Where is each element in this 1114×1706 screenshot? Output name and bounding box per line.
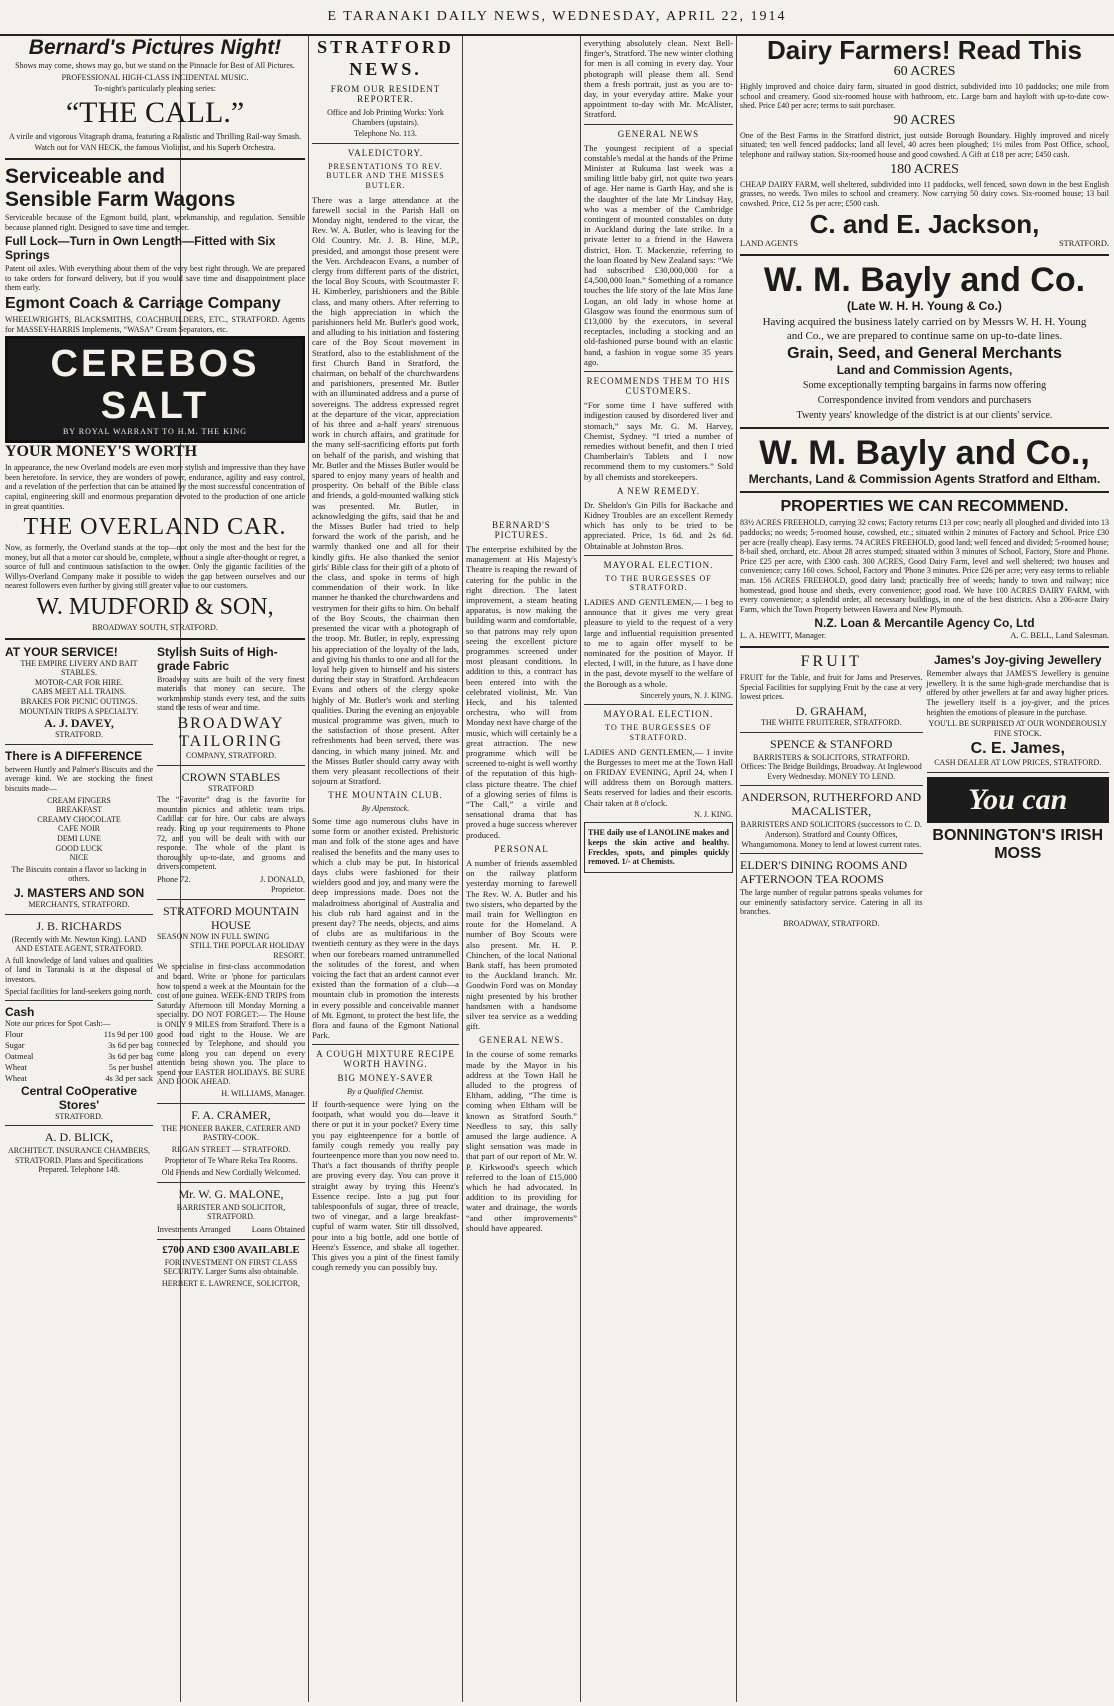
richards-title: J. B. RICHARDS <box>36 918 122 933</box>
graham-title: D. GRAHAM, <box>795 704 867 719</box>
bayly-sub: (Late W. H. H. Young & Co.) <box>847 299 1002 314</box>
mayoral-sign: Sincerely yours, N. J. KING. <box>640 690 733 700</box>
dairy-title: Dairy Farmers! Read This <box>766 36 1082 65</box>
mountain-house-title: STRATFORD MOUNTAIN HOUSE <box>162 903 300 932</box>
stratford-news-column <box>309 36 462 1702</box>
properties-text: 83½ ACRES FREEHOLD, carrying 32 cows; Factory returns £13 per cow; nearly all ploughed and divided into 13 paddocks; no weeds; 5-roomed house, cowshed, etc.; situated within 2 minutes of Factory and School. Price £30 per acre (really cheap). Easy terms. 74 ACRES FREEHOLD, good land; well fenced and divided; 5-roomed house; 8-bail shed, orchard, etc. About 28 acres stumped; situated within 3 minutes of School, Factory, Store and Phone. Price £25 per acre, with £300 cash. 300 ACRES, Good Dairy Farm, level and well sheltered; two houses and convenience; carry 160 cows. School, Factory and 'Phone 3 minutes. Price £26 per acre; very easy terms to reliable man. 156 ACRES FREEHOLD, good dairy land; practically free of weeds; handy to town and railway; nice homestead, good house and sheds, every convenience; good road. We have 100 ACRES DAIRY FARM, with every convenience; a splendid order, all necessary buildings, in one of the best districts. Also a 206-acre Dairy Farm, which the Town Property between Hawera and New Plymouth. <box>740 518 1110 614</box>
lanoline-ad: THE daily use of LANOLINE makes and keeps the skin active and healthy. Freckles, spots, and pimples quickly removed. 1/- at Chemists. <box>584 822 733 872</box>
cramer-addr: REGAN STREET — STRATFORD. <box>171 1144 291 1154</box>
spence-title: SPENCE & STANFORD <box>770 736 893 751</box>
service-line: MOTOR-CAR FOR HIRE. <box>34 677 124 687</box>
acres-text: CHEAP DAIRY FARM, well sheltered, subdivided into 11 paddocks, well fenced, sown down in the best English grasses, no weeds. Two miles to school and creamery. Now carrying 50 dairy cows. Six-roomed house; 13 bail cowshed. Price, £12 5s per acre; £500 cash. <box>740 179 1109 208</box>
malone-sub: BARRISTER AND SOLICITOR, STRATFORD. <box>176 1202 286 1222</box>
youcan-logo: You can <box>927 777 1110 823</box>
biscuit-item: CREAM FINGERS <box>47 795 111 805</box>
jackson-left: LAND AGENTS <box>740 239 798 249</box>
wagons-text: Serviceable because of the Egmont build, plant, workmanship, and regulation. Sensible because planned right. Designed to save time and temper. <box>5 212 305 232</box>
cash-row: Wheat 4s 3d per sack <box>5 1073 153 1083</box>
crown-town: STRATFORD <box>208 783 254 793</box>
properties-title: PROPERTIES WE CAN RECOMMEND. <box>780 498 1069 516</box>
central-title: Central CoOperative Stores' <box>20 1083 138 1112</box>
acres-heading: 60 ACRES <box>893 64 956 79</box>
crown-prop: Proprietor. <box>271 884 305 894</box>
malone-amount: £700 AND £300 AVAILABLE <box>162 1243 300 1256</box>
bargains-line: Some exceptionally tempting bargains in farms now offering <box>802 380 1047 392</box>
masters-sub: MERCHANTS, STRATFORD. <box>28 899 130 909</box>
fruit-title: FRUIT <box>800 653 862 671</box>
bernard-pictures-heading: BERNARD'S PICTURES. <box>492 520 551 540</box>
jewellery-note: YOU'LL BE SURPRISED AT OUR WONDEROUSLY FINE STOCK. <box>928 719 1107 738</box>
masthead: E TARANAKI DAILY NEWS, WEDNESDAY, APRIL 22, 1914 <box>0 0 1114 36</box>
biscuit-item: DEMI LUNE <box>57 833 101 843</box>
mudford-sub: BROADWAY SOUTH, STRATFORD. <box>92 623 218 633</box>
two-col-ads-right <box>740 653 1109 928</box>
biscuit-item: GOOD LUCK <box>55 843 103 853</box>
richards-note: Special facilities for land-seekers going north. <box>5 986 153 996</box>
malone-text: FOR INVESTMENT ON FIRST CLASS SECURITY. Larger Sums also obtainable. <box>163 1257 299 1277</box>
stylish-text: Broadway suits are built of the very finest materials that money can secure. The workmanship stands every test, and the suits stand the tests of wear and time. <box>157 674 305 713</box>
cash-row: Oatmeal 3s 6d per bag <box>5 1051 153 1061</box>
crown-text: The “Favorite” drag is the favorite for mountain picnics and athletic team trips. Cadillac car for hire. Our cabs are always ready. Ring up your requirements to Phone 72, and you will be dealt with with our response. The whole of the plant is thoroughly up-to-date, and grooms and drivers competent. <box>157 795 305 872</box>
recommends-text: “For some time I have suffered with indigestion caused by disordered liver and stomach,” says Mr. G. M. Harvey, Chemist, Sydney. “I tried a number of remedies without benefit, and then I tried Chamberlain's Tablets and I now recommend them to my customers.” Sold by all chemists and storekeepers. <box>584 400 733 482</box>
broadway-tailoring: BROADWAY TAILORING <box>177 715 285 751</box>
richards-sub: (Recently with Mr. Newton King). LAND AND ESTATE AGENT, STRATFORD. <box>11 934 147 954</box>
service-title: AT YOUR SERVICE! <box>5 644 118 659</box>
nz-loan-salesman: A. C. BELL, Land Salesman. <box>1010 631 1109 641</box>
mudford-title: W. MUDFORD & SON, <box>36 594 274 621</box>
spence-sub: BARRISTERS & SOLICITORS, STRATFORD. Offices: The Bridge Buildings, Broadway. At Inglewood Every Wednesday. MONEY TO LEND. <box>740 752 922 781</box>
difference-text: between Huntly and Palmer's Biscuits and the average kind. We are stocking the finest biscuits made— <box>5 764 153 793</box>
malone-name: HERBERT E. LAWRENCE, SOLICITOR, <box>161 1279 301 1288</box>
telephone-line: Telephone No. 113. <box>354 129 417 139</box>
bayly-text: Having acquired the business lately carried on by Messrs W. H. H. Young and Co., we are prepared to continue same on up-to-date lines. <box>762 316 1087 343</box>
bernard-ad-line: Watch out for VAN HECK, the famous Violinist, and his Superb Orchestra. <box>34 143 276 153</box>
broadway-co: COMPANY, STRATFORD. <box>185 751 277 761</box>
crown-name: J. DONALD, <box>260 874 305 884</box>
difference-title: There is A DIFFERENCE <box>5 748 143 763</box>
mayoral2-subheading: TO THE BURGESSES OF STRATFORD. <box>605 723 712 742</box>
service-town: STRATFORD. <box>55 730 103 740</box>
news-column-4 <box>463 36 580 1702</box>
general-news-text: The youngest recipient of a special constable's medal at the hands of the Prime Minister at Rukuma last week was a smiling little baby girl, not quite two years of age. Her name is Garth Hay, and she is the daughter of the late Mr Lindsay Hay, who was a member of the Cambridge contingent of mounted constables on duty in Auckland during the late strike. In a private letter to a friend in the Hawera district, Hon. T. Mackenzie, referring to the loan floated by New Zealand says: “We had subscribed £30,000,000 for a £4,500,000 loan.” Something of a romance touches the life story of the late Miss Jane Logan, an old lady in whose home at Glasgow was found the enormous sum of £13,000 by the executors, in several receptacles, including a stocking and an old-fashioned purse bound with an elastic band, a fashion in vogue some 35 years ago. <box>584 142 733 367</box>
overland-text: Now, as formerly, the Overland stands at the top—not only the most and the best for the money, but all that a motor car should be, complete, without a single after-thought or regret, a source of full and continuous satisfaction to the owner. Only the gigantic facilities of the Willys-Overland Company make it possible to widen the gap between ourselves and our nearest followers even further by giving still greater value to our customers. <box>5 543 305 591</box>
graham-sub: THE WHITE FRUITERER, STRATFORD. <box>760 718 902 728</box>
remedy-text: Dr. Sheldon's Gin Pills for Backache and Kidney Troubles are an excellent Remedy which has only to be tried to be appreciated. Price, 1s 6d. and 2s 6d. Obtainable at Johnston Bros. <box>584 499 733 551</box>
bernard-ad-line: PROFESSIONAL HIGH-CLASS INCIDENTAL MUSIC. <box>61 72 249 82</box>
biscuits-note: The Biscuits contain a flavor so lacking in others. <box>11 864 147 884</box>
jewellery-title: James's Joy-giving Jewellery <box>933 653 1102 668</box>
valedictory-text: There was a large attendance at the farewell social in the Parish Hall on Monday night, tendered to the vicar, the Rev. W. A. Butler, who is leaving for the Old Country. Mr. J. B. Hine, M.P., presided, and amongst those present were the Ven. Archdeacon Evans, a number of clergy from different parts of the district, the local Boy Scouts, with Scoutmaster F. H. Kimberley, parishioners and the Bible class, and many others. After referring to the high appreciation in which the parishioners held Mr. Butler's good work, and alluding to his initiation and fostering care of the Boy Scout movement in Stratford, also to the establishment of the first Church Band in Stratford, the chairman, on behalf of the churchwardens and parishioners, presented Mr. Butler with an illuminated address and a purse of sovereigns. The address expressed regret at the departure of the vicar, appreciation of his three and a-half years' strenuous work in church affairs, and gratitude for the many self-sacrificing efforts put forth on behalf of the parish, and wishing that Mr. Butler and the Misses Butler would be spared to enjoy many years of health and prosperity. On behalf of the Bible class and friends, a gold-mounted walking stick was presented. Mr. Butler, in acknowledging the gifts, said that he and the Misses Butler had tried to help forward the work of the parish, and he warmly thanked one and all for their kindly gifts. He also thanked the senior girls' Bible class for their gift of a photo of the class, and spoke in terms of high commendation of their work. In like manner he thanked the churchwardens and vestrymen for their gifts to him. On behalf of the Boy Scouts, the chairman then presented the vicar with a photograph of the troop. Mr. Butler, in reply, expressing his appreciation of the loyalty of the lads, and giving his thanks to one and all for the loyal help given to himself and his sisters during their stay in Stratford. Archdeacon Evans and others of the clergy spoke highly of Mr. Butler's work and sterling qualities. During the evening an enjoyable musical programme was given, much to the satisfaction of those present. After refreshments had been served, there was dancing, in which many joined. Mr. and the Misses Butler should carry away with them very pleasant recollections of their sojourn at Stratford. <box>312 194 459 787</box>
stratford-news-title: STRATFORD NEWS. <box>317 37 454 79</box>
cramer-note: Old Friends and New Cordially Welcomed. <box>161 1168 301 1178</box>
biscuit-item: NICE <box>69 853 89 863</box>
cough-heading: A COUGH MIXTURE RECIPE WORTH HAVING. <box>316 1049 455 1070</box>
crown-title: CROWN STABLES <box>181 769 281 784</box>
mayoral-heading: MAYORAL ELECTION. <box>603 559 714 570</box>
jackson-title: C. and E. Jackson, <box>809 209 1040 240</box>
correspondence-line: Correspondence invited from vendors and purchasers <box>817 395 1032 407</box>
fruit-text: FRUIT for the Table, and fruit for Jams and Preserves. Special Facilities for supplying Fruit by the case at very lowest prices. <box>740 673 923 702</box>
service-name: A. J. DAVEY, <box>44 716 114 731</box>
mountain-club-heading: THE MOUNTAIN CLUB. <box>328 790 443 801</box>
anderson-sub: BARRISTERS AND SOLICITORS (successors to C. D. Anderson). Stratford and County Offices, Whangamomona. Money to lend at lowest current rates. <box>740 820 922 849</box>
cash-row: Sugar 3s 6d per bag <box>5 1040 153 1050</box>
biscuit-item: CAFE NOIR <box>57 824 100 834</box>
wagons-title: Serviceable and <box>5 164 165 188</box>
service-line: CABS MEET ALL TRAINS. <box>31 687 127 697</box>
cash-sub: Note our prices for Spot Cash:— <box>5 1019 111 1029</box>
bonnington-title: BONNINGTON'S IRISH MOSS <box>932 827 1104 863</box>
cash-row: Flour 11s 9d per 100 <box>5 1029 153 1039</box>
cough-byline: By a Qualified Chemist. <box>347 1087 424 1097</box>
money-title: YOUR MONEY'S WORTH <box>5 443 198 461</box>
news-column-5 <box>581 36 736 1702</box>
malone-loans: Loans Obtained <box>251 1224 305 1234</box>
crown-phone: Phone 72. <box>157 874 191 884</box>
cough-subheading: BIG MONEY-SAVER <box>337 1073 434 1084</box>
cramer-sub: THE PIONEER BAKER, CATERER AND PASTRY-COOK. <box>161 1123 301 1143</box>
money-text: In appearance, the new Overland models are even more stylish and impressive than they have been heretofore. In service, they are wonders of power, endurance, agility and easy control, and a revelation of the perfection that can be attained by the most successful concentration of capital, engineering skill and enormous preparation devoted to the production of one article in great quantities. <box>5 463 305 511</box>
the-call-title: “THE CALL.” <box>65 95 245 129</box>
masters-title: J. MASTERS AND SON <box>13 885 145 900</box>
tea-title: ELDER'S DINING ROOMS AND AFTERNOON TEA ROOMS <box>740 858 908 887</box>
tea-addr: BROADWAY, STRATFORD. <box>783 919 880 928</box>
acres-heading: 180 ACRES <box>890 161 959 177</box>
biscuit-item: BREAKFAST <box>55 805 103 815</box>
blick-sub: ARCHITECT. INSURANCE CHAMBERS, STRATFORD. Plans and Specifications Prepared. Telephone 148. <box>7 1146 151 1175</box>
malone-title: Mr. W. G. MALONE, <box>178 1186 284 1201</box>
bayly-title: W. M. Bayly and Co. <box>763 261 1086 300</box>
blick-title: A. D. BLICK, <box>44 1130 114 1145</box>
mountain-club-byline: By Alpenstock. <box>361 804 410 814</box>
mayoral2-heading: MAYORAL ELECTION. <box>603 709 714 720</box>
mountain-text: SEASON NOW IN FULL SWING <box>157 931 270 941</box>
egmont-title: Egmont Coach & Carriage Company <box>5 294 281 312</box>
bayly2-title: W. M. Bayly and Co., <box>759 434 1090 473</box>
mayoral2-sign: N. J. KING. <box>694 809 733 819</box>
cough-text: If fourth-sequence were lying on the footpath, what would you do—leave it there or put it in your pocket? Every time you pay eighteenpence for a bottle of family cough remedy you really pay fourteenpence more than you now need to. That's a fact thousands of thrifty people are proving every day. You can prove it straight away by trying this Heenz's Essence recipe. Into a jug put four tablespoonfuls of sugar, three of treacle, two of vinegar, and a large breakfast-cupful of warm water. Stir till dissolved, pour into a big bottle, add one bottle of Heenz's Essence, and shake all together. This gives you a pint of the finest family cough remedy you can possibly buy. <box>312 1099 459 1273</box>
valedictory-subheading: PRESENTATIONS TO REV. BUTLER AND THE MISSES BUTLER. <box>326 161 445 190</box>
bernard-ad-title: Bernard's Pictures Night! <box>28 36 282 59</box>
cash-title: Cash <box>5 1005 35 1020</box>
nz-loan-manager: L. A. HEWITT, Manager. <box>740 631 827 641</box>
acres-heading: 90 ACRES <box>893 112 956 128</box>
cerebos-salt-logo: CEREBOS SALT BY ROYAL WARRANT TO H.M. THE KING <box>5 336 305 443</box>
mountain-text: We specialise in first-class accommodation and board. Write or 'phone for particulars how to spend a week at the Mountain for the cost of one guinea. WEEK-END TRIPS from Saturday Afternoon till Monday Morning a speciality. DO NOT FORGET:— The House is ONLY 9 MILES from Stratford. There is a good road right to the House. We are connected by Telephone, and should you come along you can depend on every attention being shown you. The place to spend your EASTER HOLIDAYS. BE SURE AND BOOK AHEAD. <box>157 962 305 1087</box>
general-news-text: In the course of some remarks made by the Mayor in his address at the Town Hall he alluded to the progress of Eltham, adding, “The time is coming when Eltham will be known as Stratford South.” Needless to say, this sally amused the large audience. A slight sensation was made in that part of our report of Mr. W. P. Kirkwood's speech which referred to the loan of £15,000 which he had advocated. In addition to its providing for water and drainage, the words “and other improvements” should have appeared. <box>466 1049 577 1233</box>
ads-column-left <box>2 36 308 1702</box>
personal-heading: PERSONAL <box>494 843 549 854</box>
mayoral2-text: LADIES AND GENTLEMEN,— I invite the Burgesses to meet me at the Town Hall on FRIDAY EVENING, April 24, when I will address them on Borough matters. Seats reserved for ladies and their escorts. Chair taken at 8 o'clock. <box>584 746 733 808</box>
james-sub: CASH DEALER AT LOW PRICES, STRATFORD. <box>934 758 1102 768</box>
bayly2-sub: Merchants, Land & Commission Agents Stratford and Eltham. <box>748 472 1101 487</box>
mayoral-subheading: TO THE BURGESSES OF STRATFORD. <box>605 573 712 593</box>
wagons-title: Sensible Farm Wagons <box>5 187 236 211</box>
anderson-title: ANDERSON, RUTHERFORD AND MACALISTER, <box>741 790 922 819</box>
cash-row: Wheat 5s per bushel <box>5 1062 153 1072</box>
land-agents: Land and Commission Agents, <box>836 363 1013 378</box>
biscuit-item: CREAMY CHOCOLATE <box>37 814 121 824</box>
jewellery-text: Remember always that JAMES'S Jewellery is genuine jewellery. It is the same high-grade merchandise that is offered by other jewellers at far and away higher prices. The jewellery itself is a joy-giver, and the prices heighten the emotions of pleasure in the purchase. <box>926 669 1109 717</box>
malone-invest: Investments Arranged <box>157 1224 231 1234</box>
wagons-text: Patent oil axles. With everything about them of the very best right through. We are prepared to take orders for forward delivery, but if you would save time and disappointment place them early. <box>5 264 305 293</box>
stylish-title: Stylish Suits of High-grade Fabric <box>157 644 278 673</box>
ads-column-right <box>737 36 1112 1702</box>
wagons-feature: Full Lock—Turn in Own Length—Fitted with Six Springs <box>5 234 276 263</box>
acres-text: Highly improved and choice dairy farm, situated in good district, subdivided into 10 paddocks; one mile from school and creamery. Good six-roomed house with bathroom, etc. Large barn and hayloft with up-to-date cow-shed. Price £40 per acre; terms to suit purchaser. <box>740 82 1109 111</box>
tea-text: The large number of regular patrons speaks volumes for our eminently satisfactory service. Catering in all its branches. <box>740 888 923 917</box>
service-line: MOUNTAIN TRIPS A SPECIALTY. <box>19 706 139 716</box>
general-news-heading: GENERAL NEWS <box>617 128 700 139</box>
grain-title: Grain, Seed, and General Merchants <box>787 345 1062 363</box>
overland-title: THE OVERLAND CAR. <box>23 514 287 541</box>
central-sub: STRATFORD. <box>55 1111 103 1121</box>
mountain-name: H. WILLIAMS, Manager. <box>221 1089 305 1099</box>
bernard-ad-line: Shows may come, shows may go, but we stand on the Pinnacle for Best of All Pictures. <box>15 61 295 70</box>
mayoral-text: LADIES AND GENTLEMEN,— I beg to announce that it gives me very great pleasure to yield to the request of a very large and influential requisition presented to me to again offer myself to be nominated for the position of Mayor. If elected, I will, in the future, as I have done in the past, devote myself to the welfare of the Borough as a whole. <box>584 596 733 689</box>
personal-text: A number of friends assembled on the railway platform yesterday morning to farewell The Rev. W. A. Butler and his two sisters, who departed by the mail train for Wellington en route for the Homeland. A number of Boy Scouts were also present. Mr. H. P. Chinchen, of the local National Bank staff, has been promoted to the Auckland branch. Mr. Goodwin Ford was on Monday night presented by his brother handsmen with a handsome silver tea service as a wedding gift. <box>466 857 577 1032</box>
remedy-heading: A NEW REMEDY. <box>617 485 700 496</box>
bernard-ad-line: To-night's particularly pleasing series: <box>94 84 216 94</box>
james-title: C. E. James, <box>970 740 1065 758</box>
cramer-prop: Proprietor of Te Whare Reka Tea Rooms. <box>164 1156 298 1166</box>
top-text: everything absolutely clean. Next Bell-finger's, Stratford. The new winter clothing for men is all coming in every day. Your photograph will please them all. Send them a fresh portrait, just as you are to-day, in your everyday attire. Make your appointment to-day with Mr. McAlister, Stratford. <box>584 38 733 120</box>
general-news-heading: GENERAL NEWS. <box>479 1035 564 1046</box>
service-line: THE EMPIRE LIVERY AND BAIT STABLES. <box>20 658 138 678</box>
office-line: Office and Job Printing Works: York Chambers (upstairs). <box>327 108 444 127</box>
acres-text: One of the Best Farms in the Stratford district, just outside Borough Boundary. Highly improved and nicely situated; ten well fenced paddocks; land all level, 40 acres been ploughed; 1½ miles from Post Office, school, telephone and railway station. Six-roomed house and good cowshed. A Gift at £18 per acre; £450 cash. <box>740 130 1109 159</box>
two-col-ads <box>5 645 305 1291</box>
bernard-pictures-text: The enterprise exhibited by the management at His Majesty's Theatre is reaping the reward of catering for the public in the right direction. The latest improvement, a steam heating apparatus, is now making the building warm and comfortable, so that patrons may rely upon seeing the excellent picture programmes screened under most pleasant conditions. In addition to this, a contract has been entered into with the celebrated violinist, Mr. Van Heck, and his talented orchestra, who will from Monday next have charge of the music, which will certainly be a great attraction. The new programme which will be screened to-night is well worthy of the reputation of this high-class picture theatre. The chief of a glowing series of films is “The Call,” a virile and sensational drama that has proved a huge success wherever produced. <box>466 544 577 840</box>
egmont-sub: WHEELWRIGHTS, BLACKSMITHS, COACHBUILDERS, ETC., STRATFORD. Agents for MASSEY-HARRIS Implements, “WASA” Cream Separators, etc. <box>5 314 305 334</box>
mountain-club-text: Some time ago numerous clubs have in some form or another existed. Prehistoric man and folk of the stone ages and have realised the benefits and the many uses to which a club may be put. In historical days clubs were fashioned for their wielders good and joy, and many were the deep impressions made. Does not the maladroitness aboriginal of Australia and his club rub hard against and in the present day? The needs, objects, and aims of clubs are as multifarious in the twentieth century as they were in the days when our forebears roamed untrammelled the solitudes of the forest, and when voicing the fact that an ardent cannot ever existed than the formation of a club—a mountain club in promotion the interests in every possible and conceivable manner of Mt. Egmont, to protect the best life, the flora and fauna of the Egmont National Park. <box>312 815 459 1041</box>
valedictory-heading: VALEDICTORY. <box>347 147 424 158</box>
mountain-text: STILL THE POPULAR HOLIDAY RESORT. <box>189 941 305 960</box>
richards-text: A full knowledge of land values and qualities of land in Taranaki is at the disposal of investors. <box>5 955 153 984</box>
jackson-right: STRATFORD. <box>1058 239 1109 249</box>
nz-loan-title: N.Z. Loan & Mercantile Agency Co, Ltd <box>814 616 1035 631</box>
recommends-heading: RECOMMENDS THEM TO HIS CUSTOMERS. <box>586 376 731 397</box>
stratford-news-subtitle: FROM OUR RESIDENT REPORTER. <box>330 84 441 104</box>
cramer-title: F. A. CRAMER, <box>191 1107 271 1122</box>
twenty-years-line: Twenty years' knowledge of the district is at our clients' service. <box>796 410 1053 422</box>
bernard-ad-line: A virile and vigorous Vitagraph drama, featuring a Realistic and Thrilling Rail-way Smash. <box>8 131 302 141</box>
service-line: BRAKES FOR PICNIC OUTINGS. <box>20 697 138 707</box>
